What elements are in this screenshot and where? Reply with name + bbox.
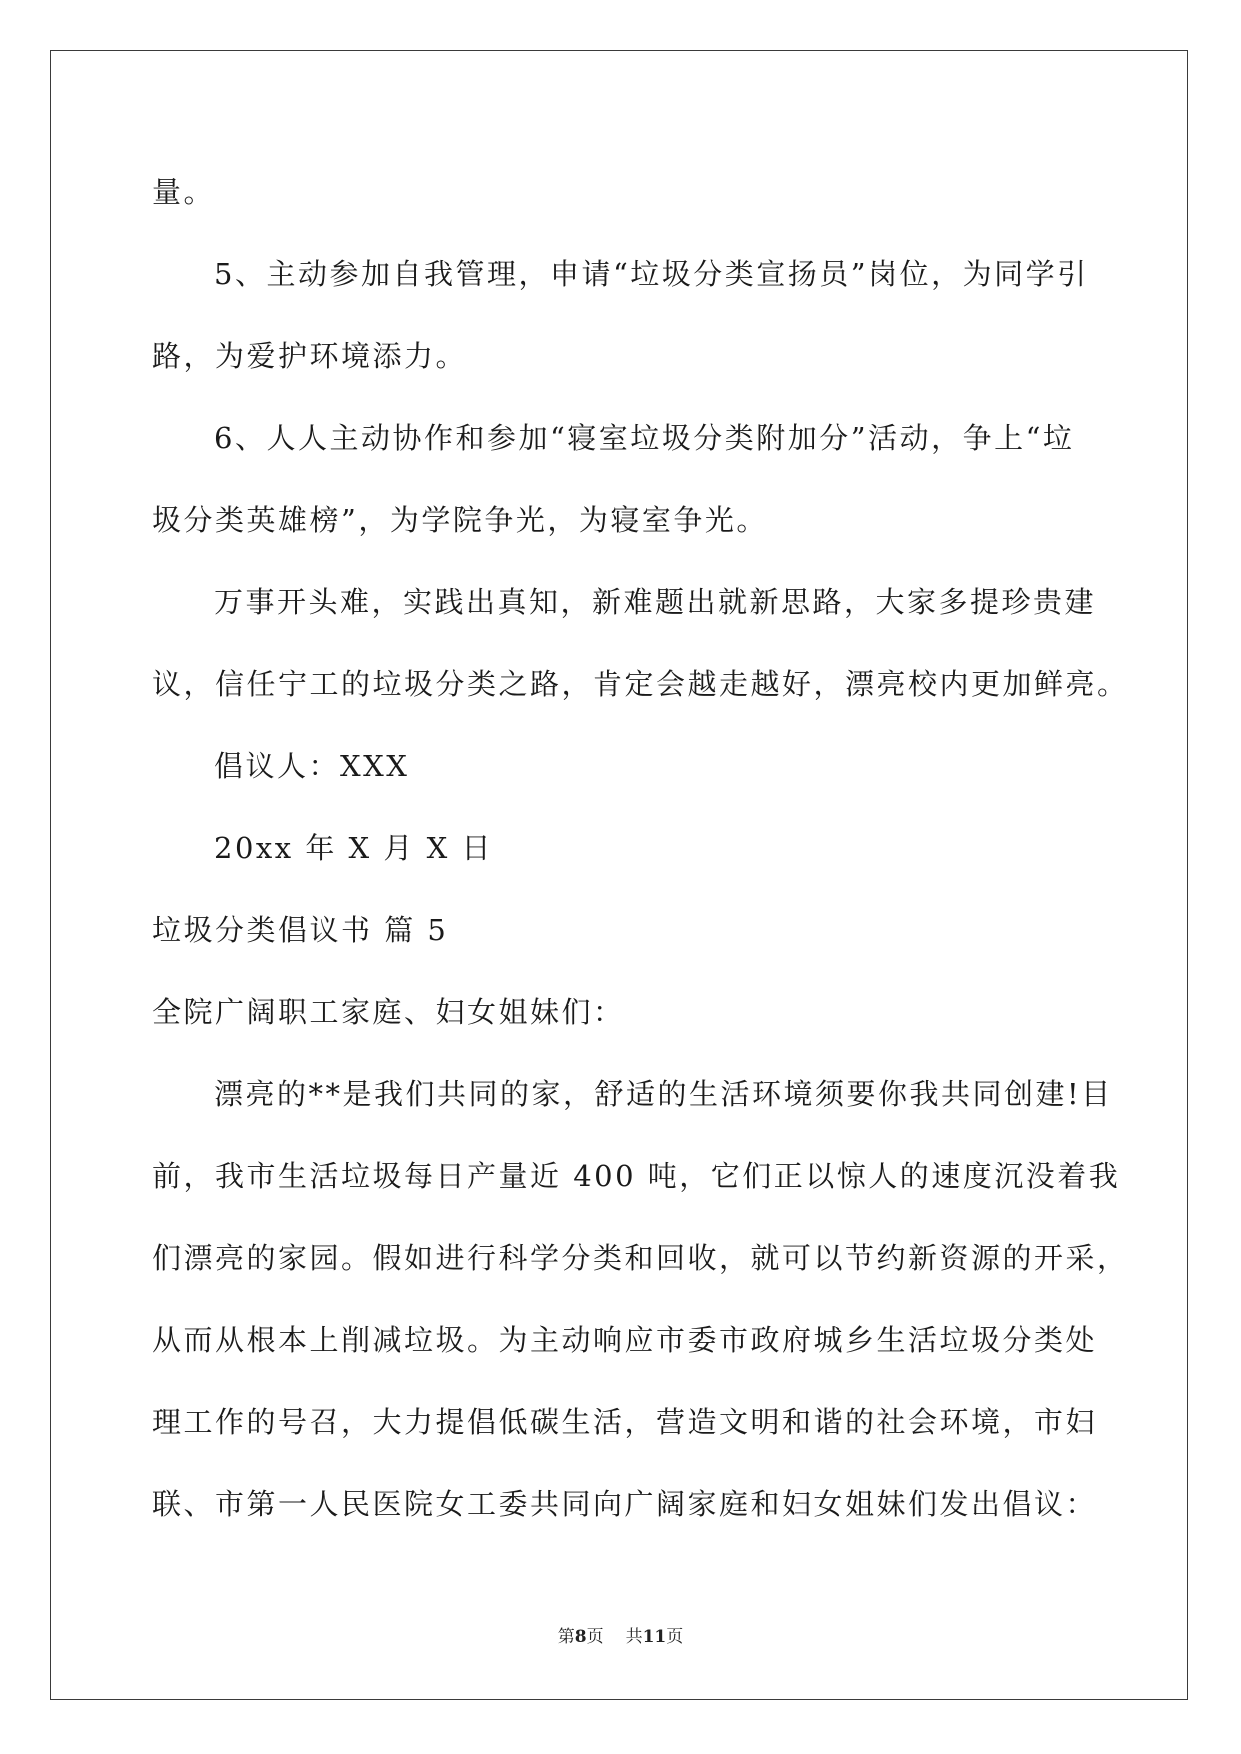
paragraph-line: 量。: [152, 175, 216, 209]
section-heading: 垃圾分类倡议书 篇 5: [152, 913, 449, 947]
current-page-number: 8: [574, 1627, 587, 1647]
paragraph-line: 6、人人主动协作和参加“寝室垃圾分类附加分”活动，争上“垃: [214, 421, 1075, 455]
page-prefix: 第: [557, 1627, 575, 1647]
page-suffix: 页: [586, 1627, 604, 1647]
document-body: [152, 160, 1129, 1554]
paragraph-line: 5、主动参加自我管理，申请“垃圾分类宣扬员”岗位，为同学引: [214, 257, 1089, 291]
total-suffix: 页: [666, 1627, 684, 1647]
paragraph-line: 万事开头难，实践出真知，新难题出就新思路，大家多提珍贵建: [214, 585, 1097, 619]
page-footer: [0, 1622, 1241, 1647]
date-line: 20xx 年 X 月 X 日: [214, 831, 493, 865]
paragraph-line: 路，为爱护环境添力。: [152, 339, 468, 373]
paragraph-line: 从而从根本上削减垃圾。为主动响应市委市政府城乡生活垃圾分类处: [152, 1323, 1098, 1357]
paragraph-line: 漂亮的**是我们共同的家，舒适的生活环境须要你我共同创建!目: [214, 1077, 1113, 1111]
salutation: 全院广阔职工家庭、妇女姐妹们：: [152, 995, 625, 1029]
total-page-number: 11: [642, 1627, 667, 1647]
paragraph-line: 议，信任宁工的垃圾分类之路，肯定会越走越好，漂亮校内更加鲜亮。: [152, 667, 1129, 701]
paragraph-line: 们漂亮的家园。假如进行科学分类和回收，就可以节约新资源的开采，: [152, 1241, 1129, 1275]
paragraph-line: 圾分类英雄榜”，为学院争光，为寝室争光。: [152, 503, 768, 537]
paragraph-line: 前，我市生活垃圾每日产量近 400 吨，它们正以惊人的速度沉没着我: [152, 1159, 1121, 1193]
total-prefix: 共: [625, 1627, 643, 1647]
paragraph-line: 理工作的号召，大力提倡低碳生活，营造文明和谐的社会环境，市妇: [152, 1405, 1098, 1439]
signature-line: 倡议人：XXX: [214, 749, 410, 783]
paragraph-line: 联、市第一人民医院女工委共同向广阔家庭和妇女姐妹们发出倡议：: [152, 1487, 1098, 1521]
